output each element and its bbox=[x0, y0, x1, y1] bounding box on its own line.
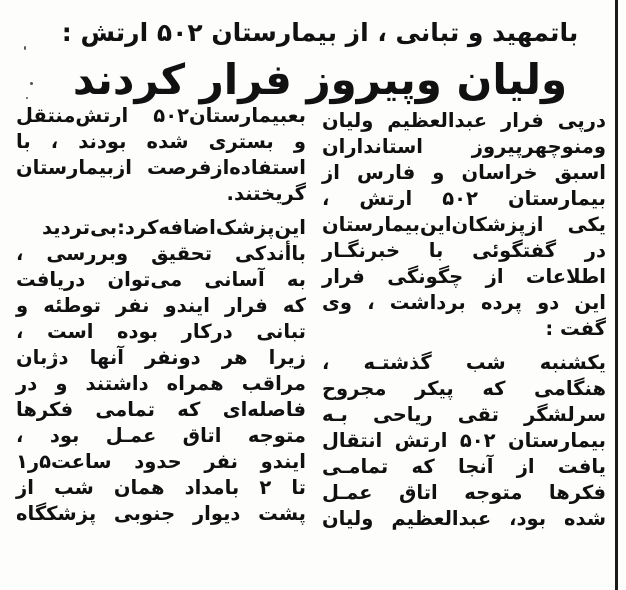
column-line: تا ۲ بامداد همان شب از bbox=[16, 476, 306, 499]
column-line: فکرها متوجه اتاق عمـل bbox=[322, 481, 606, 504]
column-line: پشت دیوار جنوبی پزشکگاه bbox=[16, 502, 306, 525]
column-line: این دو پرده برداشت ، وی bbox=[322, 291, 606, 314]
column-line: و بستری شده بودند ، با bbox=[16, 130, 306, 153]
column-line: بیمارستان ۵۰۲ ارتش ، bbox=[322, 187, 606, 210]
column-line: این‌پزشک‌اضافه‌کرد:بی‌تردید bbox=[42, 216, 306, 239]
column-line: تبانی درکار بوده است ، bbox=[16, 320, 306, 343]
paragraph-gap bbox=[16, 207, 306, 215]
clipping-border-line bbox=[615, 0, 618, 590]
column-line: ومنوچهرپیروز استانداران bbox=[322, 135, 606, 158]
paragraph-gap bbox=[322, 342, 606, 350]
column-line: اسبق خراسان و فارس از bbox=[322, 161, 606, 184]
column-line: به آسانی می‌توان دریافت bbox=[16, 268, 306, 291]
column-line: بعبیمارستان۵۰۲ ارتش‌منتقل bbox=[16, 104, 306, 127]
column-line: مراقب همراه داشتند و در bbox=[16, 372, 306, 395]
column-line: که فرار ایندو نفر توطئه و bbox=[16, 294, 306, 317]
column-line: گریختند. bbox=[226, 182, 306, 205]
column-line: فاصله‌ای که تمامی فکرها bbox=[16, 398, 306, 421]
column-line: یکی ازپزشکان‌این‌بیمارستان bbox=[322, 213, 606, 236]
scan-speck bbox=[24, 46, 26, 50]
column-line: هنگامی که پیکر مجروح bbox=[322, 377, 606, 400]
column-line: گفت : bbox=[545, 317, 606, 340]
article-column-left bbox=[16, 103, 306, 527]
column-line: باأندکی تحقیق وبررسی ، bbox=[16, 242, 306, 265]
column-line: اطلاعات از چگونگی فرار bbox=[322, 265, 606, 288]
column-line: استفاده‌ازفرصت ازبیمارستان bbox=[16, 156, 306, 179]
column-line: متوجه اتاق عمـل بود ، bbox=[16, 424, 306, 447]
scan-speck bbox=[30, 82, 33, 85]
column-line: سرلشگر تقی ریاحی بـه bbox=[322, 403, 606, 426]
column-line: زیرا هر دونفر آنها دژبان bbox=[16, 346, 306, 369]
column-line: ایندو نفر حدود ساعت۵ر۱ bbox=[16, 450, 306, 473]
article-subtitle: باتمهید و تبانی ، از بیمارستان ۵۰۲ ارتش : bbox=[61, 18, 579, 47]
article-headline: ولیان وپیروز فرار کردند bbox=[72, 55, 568, 104]
scan-speck bbox=[26, 97, 28, 99]
column-line: شده بود، عبدالعظیم ولیان bbox=[322, 507, 606, 530]
column-line: بیمارستان ۵۰۲ ارتش انتقال bbox=[322, 429, 606, 452]
column-line: درپی فرار عبدالعظیم ولیان bbox=[322, 109, 606, 132]
column-line: یافت از آنجا که تمامـی bbox=[322, 455, 606, 478]
column-line: در گفتگوئی با خبرنگـار bbox=[322, 239, 606, 262]
column-line: یکشنبه شب گذشتـه ، bbox=[322, 351, 606, 374]
article-column-right bbox=[322, 108, 606, 532]
